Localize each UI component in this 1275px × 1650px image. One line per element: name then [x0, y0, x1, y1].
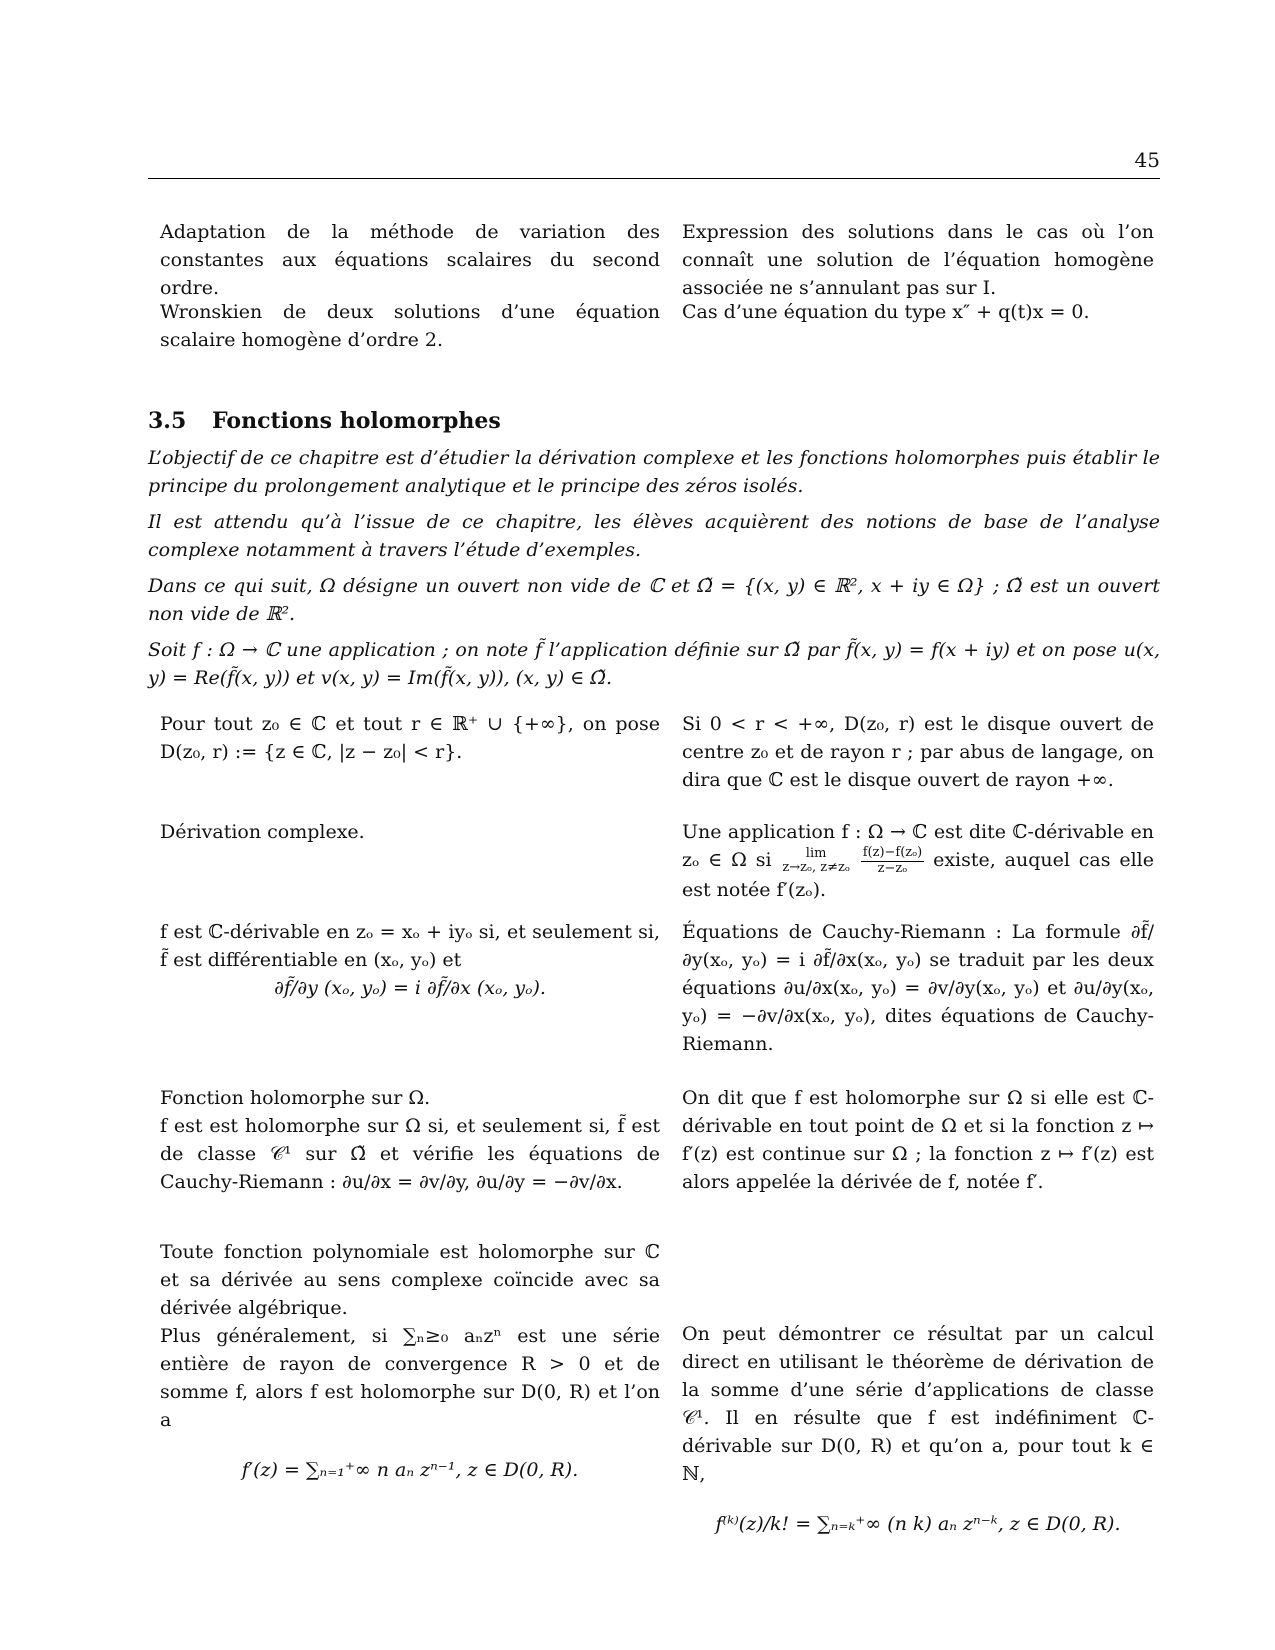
proof-remark: On peut démontrer ce résultat par un calcul direct en utilisant le théorème de dérivation de la somme d’une série d’applications de classe 𝒞¹. Il en résulte que f est indéfiniment ℂ-dérivable sur D(0, R) et qu’on a, pour tout k ∈ ℕ,	[682, 1323, 1154, 1485]
intro-paragraph: Il est attendu qu’à l’issue de ce chapitre, les élèves acquièrent des notions de base de l’analyse complexe notamment à travers l’étude d’exemples.	[148, 511, 1160, 561]
section-title: Fonctions holomorphes	[212, 408, 501, 434]
section-heading	[148, 408, 501, 434]
header-rule	[148, 178, 1160, 179]
intro-paragraph: Soit f : Ω → ℂ une application ; on note f̃ l’application définie sur Ω̃ par f̃(x, y) = f(x + iy) et on pose u(x, y) = Re(f̃(x, y)) et v(x, y) = Im(f̃(x, y)), (x, y) ∈ Ω̃.	[148, 639, 1160, 689]
block-4-left	[160, 1084, 660, 1196]
block-3-left	[160, 918, 660, 1002]
differentiability-text: f est ℂ-dérivable en zₒ = xₒ + iyₒ si, et seulement si, f̃ est différentiable en (xₒ, yₒ) et	[160, 921, 660, 971]
power-series-derivative-equation: f′(z) = ∑ₙ₌₁⁺∞ n aₙ zⁿ⁻¹, z ∈ D(0, R).	[241, 1459, 579, 1481]
holomorphic-criterion: f est est holomorphe sur Ω si, et seulement si, f̃ est de classe 𝒞¹ sur Ω̃ et vérifie les équations de Cauchy-Riemann : ∂u/∂x = ∂v/∂y, ∂u/∂y = −∂v/∂x.	[160, 1115, 660, 1193]
difference-quotient: $\frac{\text{f(z)−f(zₒ)}}{\text{z−zₒ}}$	[862, 845, 923, 876]
block-1-left: Pour tout z₀ ∈ ℂ et tout r ∈ ℝ⁺ ∪ {+∞}, on pose D(z₀, r) := {z ∈ ℂ, |z − z₀| < r}.	[160, 713, 660, 763]
block-2-right	[682, 818, 1154, 904]
top-right-2: Cas d’une équation du type x″ + q(t)x = 0.	[682, 301, 1090, 323]
block-4-right: On dit que f est holomorphe sur Ω si elle est ℂ-dérivable en tout point de Ω et si la fonction z ↦ f′(z) est continue sur Ω ; la fonction z ↦ f′(z) est alors appelée la dérivée de f, notée f′.	[682, 1087, 1154, 1193]
top-right-1: Expression des solutions dans le cas où l’on connaît une solution de l’équation homogène associée ne s’annulant pas sur I.	[682, 221, 1154, 299]
block-3-right: Équations de Cauchy-Riemann : La formule ∂f̃/∂y(xₒ, yₒ) = i ∂f̃/∂x(xₒ, yₒ) se traduit par les deux équations ∂u/∂x(xₒ, yₒ) = ∂v/∂y(xₒ, yₒ) et ∂u/∂y(xₒ, yₒ) = −∂v/∂x(xₒ, yₒ), dites équations de Cauchy-Riemann.	[682, 921, 1154, 1055]
block-5-right	[682, 1320, 1154, 1538]
intro	[148, 444, 1160, 700]
top-left-2: Wronskien de deux solutions d’une équation scalaire homogène d’ordre 2.	[160, 301, 660, 351]
block-2-left: Dérivation complexe.	[160, 821, 365, 843]
holomorphic-title: Fonction holomorphe sur Ω.	[160, 1087, 431, 1109]
top-left-1: Adaptation de la méthode de variation des constantes aux équations scalaires du second ordre.	[160, 221, 660, 299]
derivative-definition-text: Une application f : Ω → ℂ est dite ℂ-dérivable en zₒ ∈ Ω si	[682, 821, 1154, 871]
limit-operator: lim z→zₒ, z≠zₒ	[782, 845, 850, 875]
page-number: 45	[1134, 148, 1160, 172]
complex-derivative-equation: ∂f̃/∂y (xₒ, yₒ) = i ∂f̃/∂x (xₒ, yₒ).	[274, 977, 546, 999]
power-series-text: Plus généralement, si ∑ₙ≥₀ aₙzⁿ est une série entière de rayon de convergence R > 0 et de somme f, alors f est holomorphe sur D(0, R) et l’on a	[160, 1325, 660, 1431]
polynomial-text: Toute fonction polynomiale est holomorphe sur ℂ et sa dérivée au sens complexe coïncide avec sa dérivée algébrique.	[160, 1241, 660, 1319]
intro-paragraph: L’objectif de ce chapitre est d’étudier la dérivation complexe et les fonctions holomorphes puis établir le principe du prolongement analytique et le principe des zéros isolés.	[148, 447, 1160, 497]
block-1-right: Si 0 < r < +∞, D(z₀, r) est le disque ouvert de centre z₀ et de rayon r ; par abus de langage, on dira que ℂ est le disque ouvert de rayon +∞.	[682, 713, 1154, 791]
higher-derivative-equation: f⁽ᵏ⁾(z)/k! = ∑ₙ₌ₖ⁺∞ (n k) aₙ zⁿ⁻ᵏ, z ∈ D(0, R).	[715, 1513, 1121, 1535]
intro-paragraph: Dans ce qui suit, Ω désigne un ouvert non vide de ℂ et Ω̃ = {(x, y) ∈ ℝ², x + iy ∈ Ω} ; Ω̃ est un ouvert non vide de ℝ².	[148, 575, 1160, 625]
section-number: 3.5	[148, 408, 187, 434]
block-5-left	[160, 1238, 660, 1484]
derivative-definition-end: existe, auquel cas elle est notée f′(zₒ).	[682, 849, 1154, 901]
